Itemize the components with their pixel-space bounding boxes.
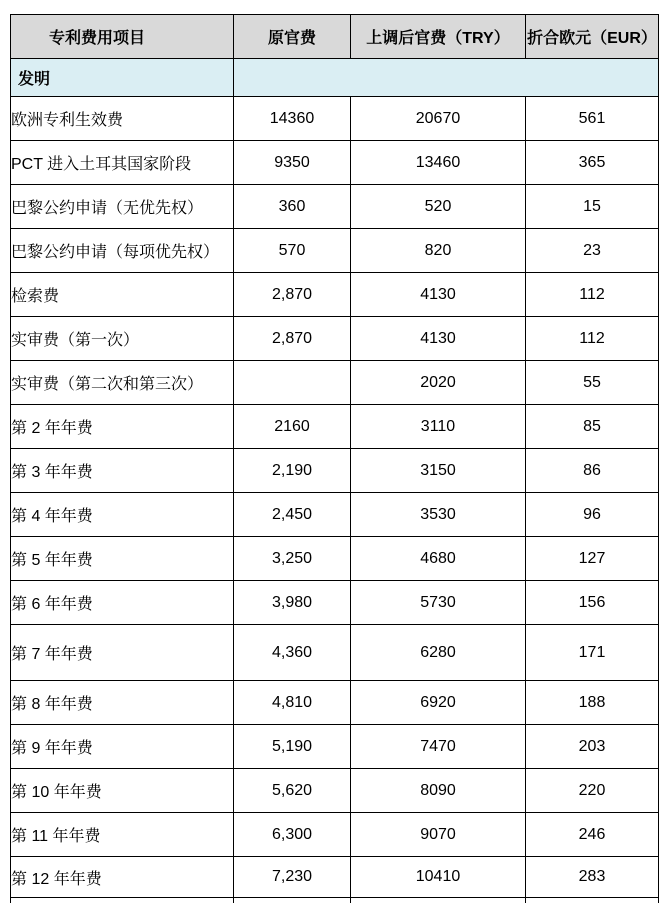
table-row	[11, 97, 659, 141]
original-fee-cell: 570	[234, 229, 351, 273]
fee-item-cell: 欧洲专利生效费	[11, 97, 234, 141]
eur-equivalent-cell: 246	[526, 813, 659, 857]
original-fee-cell: 5,620	[234, 769, 351, 813]
original-fee-cell: 2,190	[234, 449, 351, 493]
eur-equivalent-cell: 283	[526, 857, 659, 898]
eur-equivalent-cell: 15	[526, 185, 659, 229]
fee-item-cell: 巴黎公约申请（无优先权）	[11, 185, 234, 229]
fee-item-cell: 实审费（第二次和第三次）	[11, 361, 234, 405]
patent-fee-table	[10, 14, 659, 903]
increased-fee-try-cell: 4680	[351, 537, 526, 581]
increased-fee-try-cell: 4130	[351, 273, 526, 317]
table-row	[11, 493, 659, 537]
col-header-eur-equivalent: 折合欧元（EUR）	[526, 15, 659, 59]
col-header-original-fee: 原官费	[234, 15, 351, 59]
eur-equivalent-cell: 220	[526, 769, 659, 813]
header-row	[11, 15, 659, 59]
cutoff-row	[11, 898, 659, 903]
increased-fee-try-cell: 9070	[351, 813, 526, 857]
original-fee-cell: 3,980	[234, 581, 351, 625]
increased-fee-try-cell: 3150	[351, 449, 526, 493]
original-fee-cell: 14360	[234, 97, 351, 141]
eur-equivalent-cell: 203	[526, 725, 659, 769]
table-row	[11, 361, 659, 405]
original-fee-cell: 9350	[234, 141, 351, 185]
col-header-increased-fee-try: 上调后官费（TRY）	[351, 15, 526, 59]
original-fee-cell	[234, 361, 351, 405]
section-row-invention	[11, 59, 659, 97]
fee-item-cell: 第 8 年年费	[11, 681, 234, 725]
eur-equivalent-cell: 365	[526, 141, 659, 185]
eur-equivalent-cell: 96	[526, 493, 659, 537]
table-row	[11, 537, 659, 581]
eur-equivalent-cell: 86	[526, 449, 659, 493]
fee-item-cell: 巴黎公约申请（每项优先权）	[11, 229, 234, 273]
table-row	[11, 681, 659, 725]
table-row	[11, 769, 659, 813]
increased-fee-try-cell: 8090	[351, 769, 526, 813]
fee-item-cell: 第 5 年年费	[11, 537, 234, 581]
fee-item-cell: 第 3 年年费	[11, 449, 234, 493]
eur-equivalent-cell: 171	[526, 625, 659, 681]
eur-equivalent-cell: 112	[526, 317, 659, 361]
eur-equivalent-cell: 127	[526, 537, 659, 581]
increased-fee-try-cell: 4130	[351, 317, 526, 361]
eur-equivalent-cell: 561	[526, 97, 659, 141]
increased-fee-try-cell: 7470	[351, 725, 526, 769]
table-row	[11, 141, 659, 185]
increased-fee-try-cell: 820	[351, 229, 526, 273]
increased-fee-try-cell: 6280	[351, 625, 526, 681]
original-fee-cell: 6,300	[234, 813, 351, 857]
fee-item-cell: 第 4 年年费	[11, 493, 234, 537]
original-fee-cell: 2,870	[234, 273, 351, 317]
eur-equivalent-cell: 85	[526, 405, 659, 449]
original-fee-cell: 4,360	[234, 625, 351, 681]
eur-equivalent-cell: 55	[526, 361, 659, 405]
original-fee-cell: 2,450	[234, 493, 351, 537]
col-header-fee-item: 专利费用项目	[11, 15, 234, 59]
cutoff-cell	[351, 898, 526, 903]
fee-item-cell: 第 11 年年费	[11, 813, 234, 857]
fee-item-cell: 检索费	[11, 273, 234, 317]
fee-item-cell: PCT 进入土耳其国家阶段	[11, 141, 234, 185]
increased-fee-try-cell: 2020	[351, 361, 526, 405]
cutoff-cell	[234, 898, 351, 903]
fee-item-cell: 第 10 年年费	[11, 769, 234, 813]
original-fee-cell: 7,230	[234, 857, 351, 898]
original-fee-cell: 2160	[234, 405, 351, 449]
section-label: 发明	[11, 59, 234, 97]
section-empty-cell	[234, 59, 659, 97]
table-row	[11, 449, 659, 493]
increased-fee-try-cell: 3110	[351, 405, 526, 449]
eur-equivalent-cell: 112	[526, 273, 659, 317]
table-row	[11, 581, 659, 625]
eur-equivalent-cell: 156	[526, 581, 659, 625]
table-row	[11, 813, 659, 857]
fee-item-cell: 第 9 年年费	[11, 725, 234, 769]
fee-table-body	[11, 97, 659, 898]
fee-item-cell: 第 7 年年费	[11, 625, 234, 681]
increased-fee-try-cell: 5730	[351, 581, 526, 625]
eur-equivalent-cell: 188	[526, 681, 659, 725]
table-row	[11, 405, 659, 449]
table-row	[11, 317, 659, 361]
increased-fee-try-cell: 3530	[351, 493, 526, 537]
table-row	[11, 725, 659, 769]
cutoff-cell	[526, 898, 659, 903]
fee-item-cell: 第 6 年年费	[11, 581, 234, 625]
fee-item-cell: 第 12 年年费	[11, 857, 234, 898]
increased-fee-try-cell: 20670	[351, 97, 526, 141]
original-fee-cell: 360	[234, 185, 351, 229]
table-row	[11, 857, 659, 898]
original-fee-cell: 2,870	[234, 317, 351, 361]
cutoff-cell	[11, 898, 234, 903]
increased-fee-try-cell: 520	[351, 185, 526, 229]
table-row	[11, 229, 659, 273]
fee-item-cell: 实审费（第一次）	[11, 317, 234, 361]
table-row	[11, 185, 659, 229]
original-fee-cell: 3,250	[234, 537, 351, 581]
eur-equivalent-cell: 23	[526, 229, 659, 273]
original-fee-cell: 4,810	[234, 681, 351, 725]
fee-item-cell: 第 2 年年费	[11, 405, 234, 449]
increased-fee-try-cell: 10410	[351, 857, 526, 898]
table-row	[11, 273, 659, 317]
increased-fee-try-cell: 13460	[351, 141, 526, 185]
table-row	[11, 625, 659, 681]
increased-fee-try-cell: 6920	[351, 681, 526, 725]
original-fee-cell: 5,190	[234, 725, 351, 769]
